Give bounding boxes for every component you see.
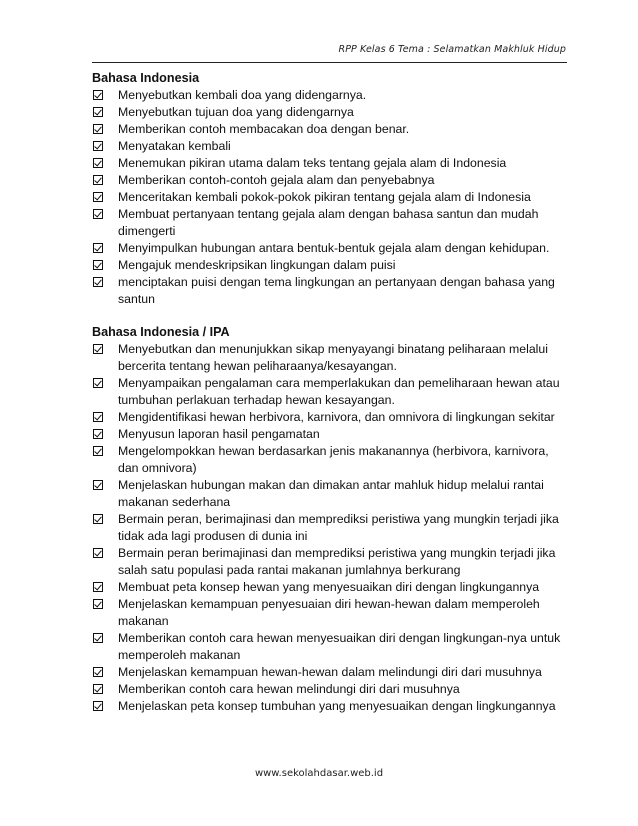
checked-box-icon (93, 684, 103, 694)
checklist-item-text: Menyatakan kembali (118, 139, 231, 153)
checklist-item-text: Menyimpulkan hubungan antara bentuk-bentuk gejala alam dengan kehidupan. (118, 241, 550, 255)
checklist-item (92, 121, 564, 138)
checked-box-icon (93, 378, 103, 388)
checklist-item-text: Membuat peta konsep hewan yang menyesuaikan diri dengan lingkungannya (118, 580, 540, 594)
checklist-item (92, 579, 564, 596)
checked-box-icon (93, 582, 103, 592)
checklist-item-text: Membuat pertanyaan tentang gejala alam dengan bahasa santun dan mudah dimengerti (118, 207, 539, 238)
checklist-item-text: menciptakan puisi dengan tema lingkungan an pertanyaan dengan bahasa yang santun (118, 275, 555, 306)
checked-box-icon (93, 599, 103, 609)
checklist-item-text: Menjelaskan peta konsep tumbuhan yang menyesuaikan dengan lingkungannya (118, 699, 556, 713)
checked-box-icon (93, 158, 103, 168)
checklist-item-text: Memberikan contoh cara hewan melindungi diri dari musuhnya (118, 682, 460, 696)
checked-box-icon (93, 701, 103, 711)
checklist-item-text: Menjelaskan kemampuan penyesuaian diri hewan-hewan dalam memperoleh makanan (118, 597, 540, 628)
checklist-item (92, 477, 564, 511)
checked-box-icon (93, 175, 103, 185)
checklist-item-text: Menyebutkan dan menunjukkan sikap menyayangi binatang peliharaan melalui bercerita tentang hewan peliharaanya/kesayangan. (118, 342, 548, 373)
checked-box-icon (93, 260, 103, 270)
checked-box-icon (93, 412, 103, 422)
checked-box-icon (93, 633, 103, 643)
checklist-item-text: Mengelompokkan hewan berdasarkan jenis makanannya (herbivora, karnivora, dan omnivora) (118, 444, 549, 475)
checklist-item-text: Menyusun laporan hasil pengamatan (118, 427, 320, 441)
checklist-item (92, 426, 564, 443)
checklist-item (92, 545, 564, 579)
checked-box-icon (93, 90, 103, 100)
checklist-item (92, 511, 564, 545)
checklist-item (92, 274, 564, 308)
page-footer-url: www.sekolahdasar.web.id (254, 768, 384, 779)
checked-box-icon (93, 344, 103, 354)
checked-box-icon (93, 446, 103, 456)
checklist-item-text: Mengidentifikasi hewan herbivora, karnivora, dan omnivora di lingkungan sekitar (118, 410, 555, 424)
checklist-item-text: Menyampaikan pengalaman cara memperlakukan dan pemeliharaan hewan atau tumbuhan perlakuan terhadap hewan kesayangan. (118, 376, 560, 407)
checklist-item (92, 189, 564, 206)
section-title: Bahasa Indonesia (92, 71, 200, 85)
checklist-item-text: Memberikan contoh cara hewan menyesuaikan diri dengan lingkungan-nya untuk memperoleh makanan (118, 631, 561, 662)
checked-box-icon (93, 209, 103, 219)
document-body (92, 70, 564, 715)
checklist-item-text: Mengajuk mendeskripsikan lingkungan dalam puisi (118, 258, 396, 272)
checklist-item-text: Menjelaskan hubungan makan dan dimakan antar mahluk hidup melalui rantai makanan sederhana (118, 478, 544, 509)
checklist-item (92, 681, 564, 698)
checklist-item (92, 138, 564, 155)
checked-box-icon (93, 514, 103, 524)
checked-box-icon (93, 124, 103, 134)
checklist-item (92, 698, 564, 715)
section-bahasa-indonesia (92, 70, 564, 308)
checklist-item (92, 257, 564, 274)
header-divider (92, 62, 567, 63)
checklist-item-text: Menceritakan kembali pokok-pokok pikiran tentang gejala alam di Indonesia (118, 190, 531, 204)
checklist-item (92, 664, 564, 681)
checklist-item-text: Memberikan contoh membacakan doa dengan benar. (118, 122, 410, 136)
checklist-item-text: Memberikan contoh-contoh gejala alam dan penyebabnya (118, 173, 435, 187)
checklist-item-text: Bermain peran, berimajinasi dan memprediksi peristiwa yang mungkin terjadi jika tidak ada lagi produsen di dunia ini (118, 512, 559, 543)
checklist-item-text: Menyebutkan tujuan doa yang didengarnya (118, 105, 354, 119)
checklist-item (92, 172, 564, 189)
checklist-item (92, 155, 564, 172)
checklist-item (92, 240, 564, 257)
checked-box-icon (93, 548, 103, 558)
checklist-item (92, 630, 564, 664)
page-header: RPP Kelas 6 Tema : Selamatkan Makhluk Hidup (338, 44, 566, 55)
checklist-item (92, 443, 564, 477)
checked-box-icon (93, 429, 103, 439)
checklist-item (92, 409, 564, 426)
checklist-item (92, 206, 564, 240)
checked-box-icon (93, 107, 103, 117)
checklist-item (92, 87, 564, 104)
section-bahasa-indonesia-ipa (92, 324, 564, 715)
checklist-item-text: Menemukan pikiran utama dalam teks tentang gejala alam di Indonesia (118, 156, 507, 170)
checklist-item-text: Menjelaskan kemampuan hewan-hewan dalam melindungi diri dari musuhnya (118, 665, 542, 679)
checklist-item-text: Menyebutkan kembali doa yang didengarnya. (118, 88, 367, 102)
checked-box-icon (93, 243, 103, 253)
checked-box-icon (93, 192, 103, 202)
checked-box-icon (93, 480, 103, 490)
checklist-item (92, 596, 564, 630)
checklist (92, 87, 564, 308)
checklist-item-text: Bermain peran berimajinasi dan memprediksi peristiwa yang mungkin terjadi jika salah satu populasi pada rantai makanan jumlahnya berkurang (118, 546, 556, 577)
checklist (92, 341, 564, 715)
checked-box-icon (93, 277, 103, 287)
checklist-item (92, 375, 564, 409)
checked-box-icon (93, 667, 103, 677)
checklist-item (92, 341, 564, 375)
checklist-item (92, 104, 564, 121)
checked-box-icon (93, 141, 103, 151)
section-title: Bahasa Indonesia / IPA (92, 325, 230, 339)
